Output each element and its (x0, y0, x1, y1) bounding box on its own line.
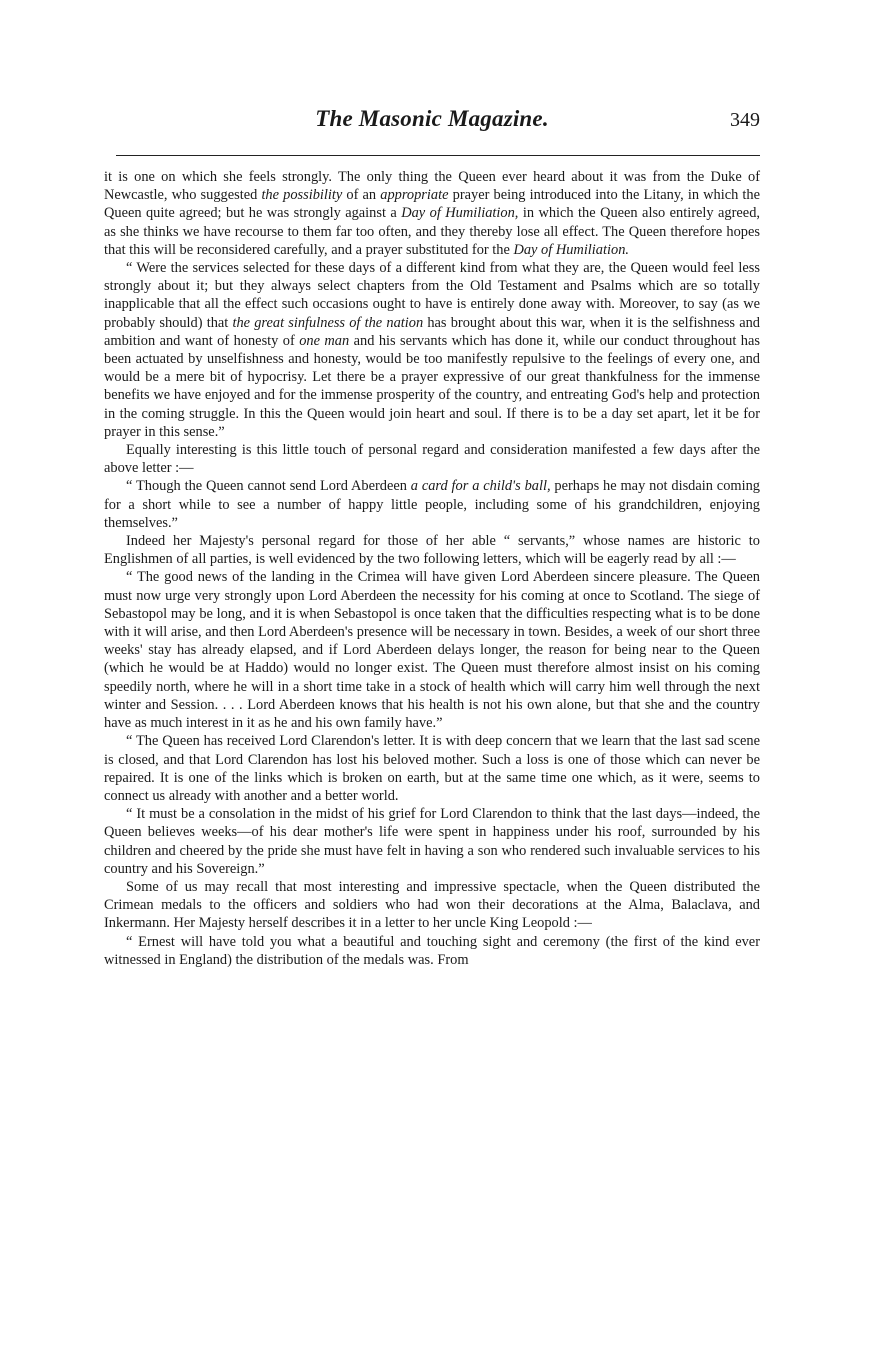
paragraph-crimean-medals (104, 878, 760, 933)
paragraph-clarendon-letter (104, 732, 760, 805)
italic-run: a card for a child's ball, (410, 478, 551, 495)
paragraph-crimea-letter (104, 568, 760, 732)
italic-run: the great sinfulness of the nation (232, 314, 424, 331)
text-run: has brought about this war, when it is the selfishness and ambition and want of honesty of (104, 314, 761, 349)
paragraph-leopold-letter (104, 933, 760, 969)
running-head (104, 106, 760, 146)
journal-title: The Masonic Magazine. (315, 106, 549, 131)
header-rule (116, 155, 760, 156)
paragraph-continuation (104, 168, 760, 259)
text-run: Indeed her Majesty's personal regard for those of her able “ servants,” whose names are historic to Englishmen of all parties, is well evidenced by the two following letters, which will be eagerly read by all :— (104, 533, 760, 568)
paragraph-litany-letter (104, 259, 760, 441)
text-run: “ The good news of the landing in the Crimea will have given Lord Aberdeen sincere pleasure. The Queen must now urge very strongly upon Lord Aberdeen the necessity for his coming at once to Scotland. The siege of Sebastopol may be long, and it is when Sebastopol is once taken that the difficulties respecting what is to be done with it will arise, and then Lord Aberdeen's presence will be necessary in town. Besides, a week of our short three weeks' stay has already elapsed, and if Lord Aberdeen delays longer, the reason for being near to the Queen (which he would be at Haddo) would no longer exist. The Queen must therefore almost insist on his coming speedily north, where he will in a short time take in a stock of health which will carry him well through the next winter and Session. . . . Lord Aberdeen knows that his health is not his own alone, but that she and the country have as much interest in it as he and his own family have.” (104, 569, 760, 732)
article-body (104, 168, 760, 969)
paragraph-childs-ball-letter (104, 477, 760, 532)
text-run: it is one on which she feels strongly. The only thing the Queen ever heard about it was from the Duke of Newcastle, who suggested (104, 169, 760, 204)
text-run: “ Though the Queen cannot send Lord Aberdeen (126, 478, 411, 495)
paragraph-personal-regard (104, 441, 760, 477)
text-run: in which the Queen also entirely agreed, as she thinks we have recourse to them far too often, and they thereby lose all effect. The Queen therefore hopes that this will be reconsidered carefully, and a prayer substituted for the (104, 205, 760, 258)
text-run: of an (342, 187, 381, 204)
page-number: 349 (730, 109, 760, 131)
text-run: Equally interesting is this little touch of personal regard and consideration manifested a few days after the above letter :— (104, 442, 760, 477)
text-run: “ It must be a consolation in the midst of his grief for Lord Clarendon to think that the last days—indeed, the Queen believes weeks—of his dear mother's life were spent in happiness under his roof, surrounded by his children and cheered by the pride she must have felt in having a son who rendered such invaluable services to his country and his Sovereign.” (104, 806, 760, 877)
text-run: and his servants which has done it, while our conduct throughout has been actuated by unselfishness and honesty, would be too manifestly repulsive to the feelings of every one, and would be a mere bit of hypocrisy. Let there be a prayer expressive of our great thankfulness for the immense benefits we have enjoyed and for the immense prosperity of the country, and entreating God's help and protection in the coming struggle. In this the Queen would join heart and soul. If there is to be a day set apart, let it be for prayer in this sense.” (104, 332, 760, 440)
italic-run: Day of Humiliation, (401, 205, 519, 222)
text-run: Some of us may recall that most interesting and impressive spectacle, when the Queen distributed the Crimean medals to the officers and soldiers who had won their decorations at the Alma, Balaclava, and Inkermann. Her Majesty herself describes it in a letter to her uncle King Leopold :— (104, 878, 760, 932)
text-run: “ Ernest will have told you what a beautiful and touching sight and ceremony (the first of the kind ever witnessed in England) the distribution of the medals was. From (104, 933, 760, 968)
text-run: “ Were the services selected for these days of a different kind from what they are, the Queen would feel less strongly about it; but they always select chapters from the Old Testament and Psalms which are so totally inapplicable that all the effect such occasions ought to have is entirely done away with. Moreover, to say (as we probably should) that (104, 260, 760, 331)
paragraph-servants-intro (104, 532, 760, 568)
italic-run: the possibility (261, 187, 343, 204)
text-run: “ The Queen has received Lord Clarendon's letter. It is with deep concern that we learn that the last sad scene is closed, and that Lord Clarendon has lost his beloved mother. Such a loss is one of those which can never be repaired. It is one of the links which is broken on earth, but at the same time one which, as it were, seems to connect us already with another and a better world. (104, 733, 760, 804)
text-run: prayer being introduced into the Litany, in which the Queen quite agreed; but he was strongly against a (104, 187, 761, 222)
italic-run: one man (299, 332, 350, 349)
text-run: perhaps he may not disdain coming for a short while to see a number of happy little people, including some of his grandchildren, enjoying themselves.” (104, 478, 760, 531)
paragraph-clarendon-consolation (104, 805, 760, 878)
italic-run: Day of Humiliation. (513, 241, 629, 258)
italic-run: appropriate (380, 187, 449, 204)
